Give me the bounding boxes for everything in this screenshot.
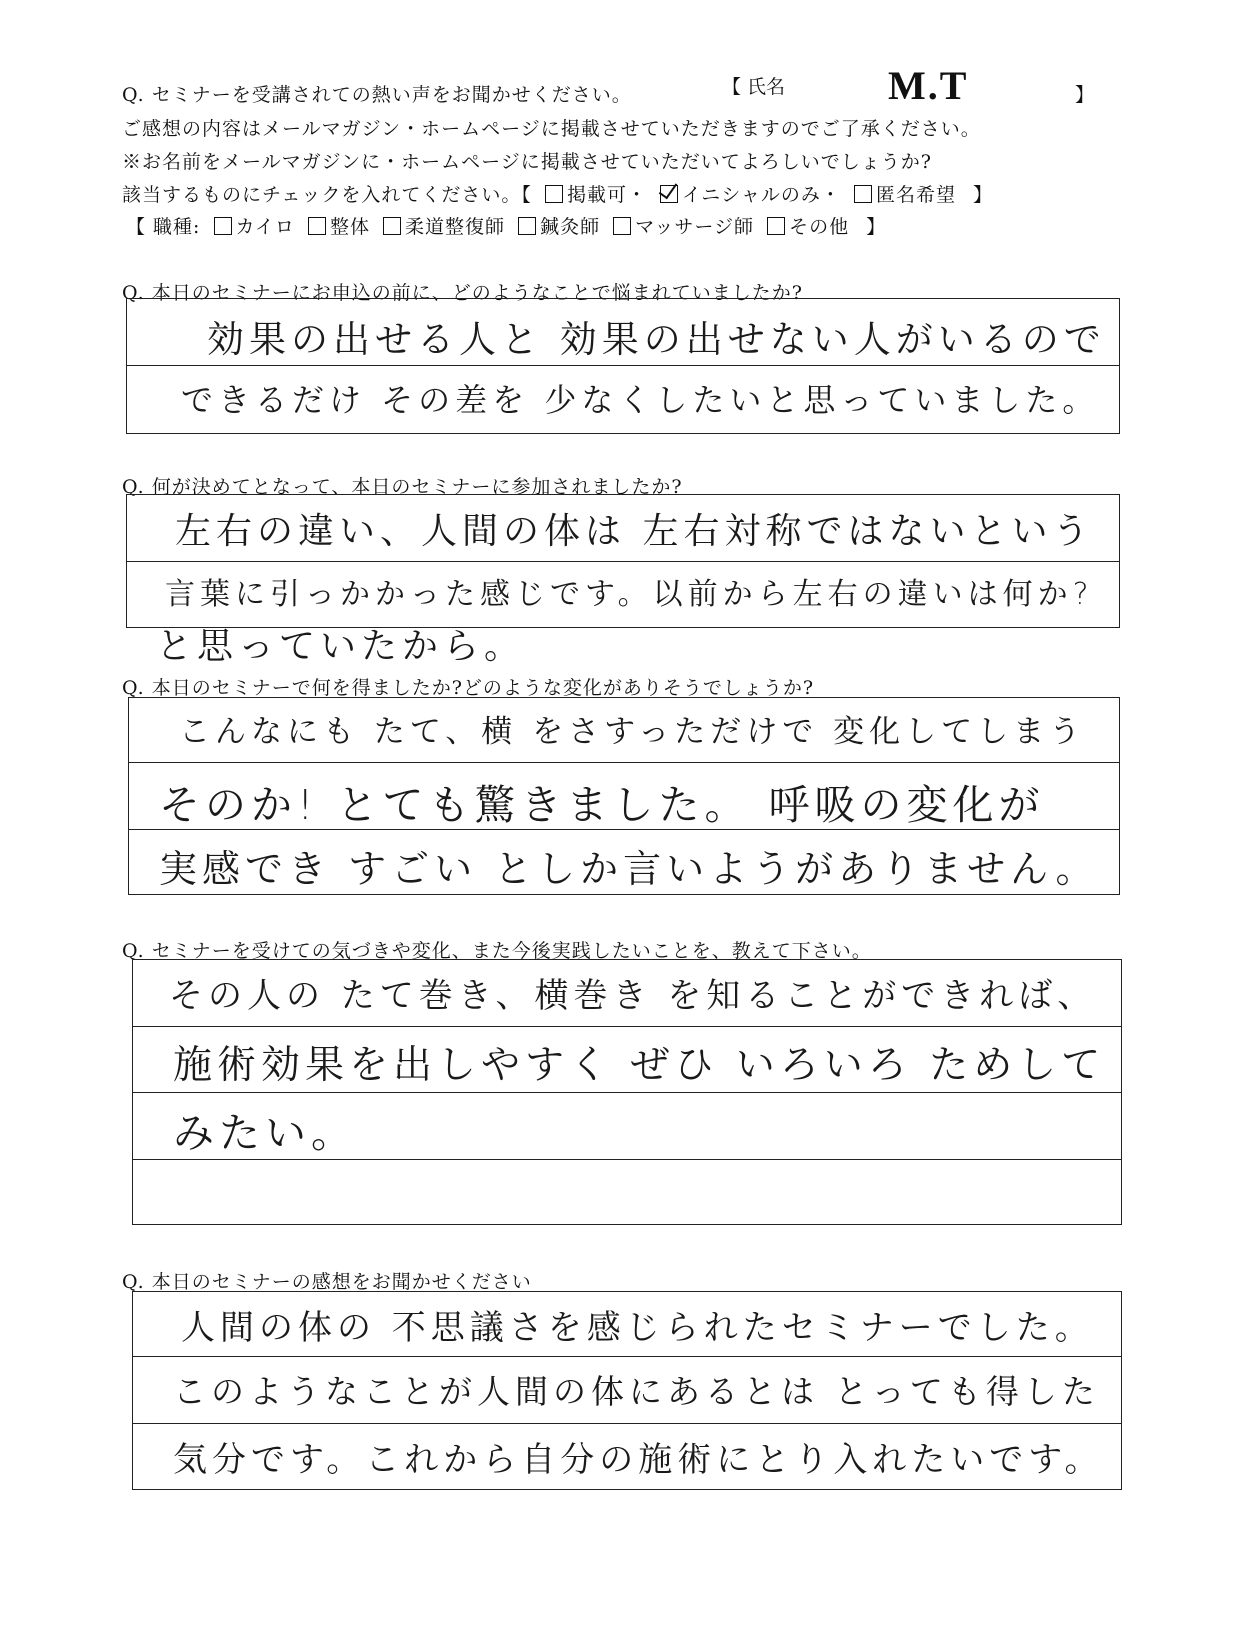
name-label: 【 氏名 (722, 76, 786, 98)
answer-3-line-3: 実感でき すごい としか言いようがありません。 (159, 847, 1099, 891)
occupation-chiro-checkbox[interactable] (214, 217, 232, 235)
consent-initials-label: イニシャルのみ・ (682, 184, 841, 206)
name-value: M.T (888, 63, 969, 108)
answer-5-box[interactable] (132, 1291, 1122, 1490)
answer-2-box[interactable] (126, 494, 1120, 628)
answer-4-line-1: その人の たて巻き、横巻き を知ることができれば、 (169, 976, 1097, 1016)
occupation-row (126, 212, 886, 239)
publication-notice: ご感想の内容はメールマガジン・ホームページに掲載させていただきますのでご了承ください。 (122, 118, 981, 140)
occupation-other-label: その他 (789, 216, 850, 238)
consent-initials-checkbox[interactable] (660, 185, 678, 203)
answer-3-box[interactable] (128, 697, 1120, 895)
occupation-massage-label: マッサージ師 (635, 216, 755, 238)
occupation-seitai-checkbox[interactable] (308, 217, 326, 235)
occupation-acupuncture-checkbox[interactable] (518, 217, 536, 235)
answer-2-line-3: と思っていたから。 (156, 626, 526, 667)
answer-5-line-3: 気分です。これから自分の施術にとり入れたいです。 (173, 1440, 1104, 1480)
consent-anonymous-checkbox[interactable] (854, 185, 872, 203)
answer-2-line-1: 左右の違い、人間の体は 左右対称ではないという (175, 511, 1094, 552)
name-publication-question: ※お名前をメールマガジンに・ホームページに掲載させていただいてよろしいでしょうか? (122, 151, 932, 173)
answer-4-rule-2 (133, 1092, 1121, 1093)
intro-question: Q. セミナーを受講されての熱い声をお聞かせください。 (122, 84, 632, 106)
consent-publish-checkbox[interactable] (545, 185, 563, 203)
answer-1-box[interactable] (126, 298, 1120, 434)
answer-4-rule-3 (133, 1159, 1121, 1160)
consent-prefix: 該当するものにチェックを入れてください。【 (122, 184, 532, 206)
consent-publish-label: 掲載可・ (566, 184, 647, 206)
answer-3-line-1: こんなにも たて、横 をさすっただけで 変化してしまう (179, 714, 1086, 750)
occupation-massage-checkbox[interactable] (613, 217, 631, 235)
answer-4-box[interactable] (132, 959, 1122, 1225)
occupation-chiro-label: カイロ (235, 216, 295, 238)
question-4: Q. セミナーを受けての気づきや変化、また今後実践したいことを、教えて下さい。 (122, 940, 872, 962)
answer-2-rule (127, 561, 1119, 562)
consent-row (122, 180, 993, 207)
consent-anonymous-label: 匿名希望 (875, 184, 956, 206)
occupation-close: 】 (866, 216, 887, 238)
consent-close: 】 (973, 184, 994, 206)
occupation-judo-checkbox[interactable] (383, 217, 401, 235)
question-2: Q. 何が決めてとなって、本日のセミナーに参加されましたか? (122, 476, 683, 498)
answer-3-rule-1 (129, 762, 1119, 763)
answer-2-line-2: 言葉に引っかかった感じです。以前から左右の違いは何か? (165, 577, 1094, 612)
occupation-judo-label: 柔道整復師 (405, 216, 506, 238)
answer-4-line-3: みたい。 (173, 1109, 357, 1157)
answer-5-line-1: 人間の体の 不思議さを感じられたセミナーでした。 (181, 1308, 1094, 1348)
occupation-other-checkbox[interactable] (767, 217, 785, 235)
answer-1-line-1: 効果の出せる人と 効果の出せない人がいるので (207, 318, 1106, 361)
question-3: Q. 本日のセミナーで何を得ましたか?どのような変化がありそうでしょうか? (122, 677, 815, 699)
question-5: Q. 本日のセミナーの感想をお聞かせください (122, 1271, 532, 1293)
occupation-label: 【 職種: (126, 216, 201, 238)
answer-5-rule-1 (133, 1356, 1121, 1357)
name-bracket-close: 】 (1075, 84, 1095, 106)
answer-4-line-2: 施術効果を出しやすく ぜひ いろいろ ためして (173, 1043, 1106, 1088)
question-1: Q. 本日のセミナーにお申込の前に、どのようなことで悩まれていましたか? (122, 282, 803, 304)
occupation-acupuncture-label: 鍼灸師 (540, 216, 601, 238)
answer-3-line-2: そのか! とても驚きました。 呼吸の変化が (159, 781, 1045, 829)
answer-1-rule (127, 365, 1119, 366)
answer-5-line-2: このようなことが人間の体にあるとは とっても得した (173, 1372, 1100, 1411)
answer-4-rule-1 (133, 1026, 1121, 1027)
answer-5-rule-2 (133, 1423, 1121, 1424)
answer-1-line-2: できるだけ その差を 少なくしたいと思っていました。 (181, 381, 1100, 419)
occupation-seitai-label: 整体 (329, 216, 370, 238)
